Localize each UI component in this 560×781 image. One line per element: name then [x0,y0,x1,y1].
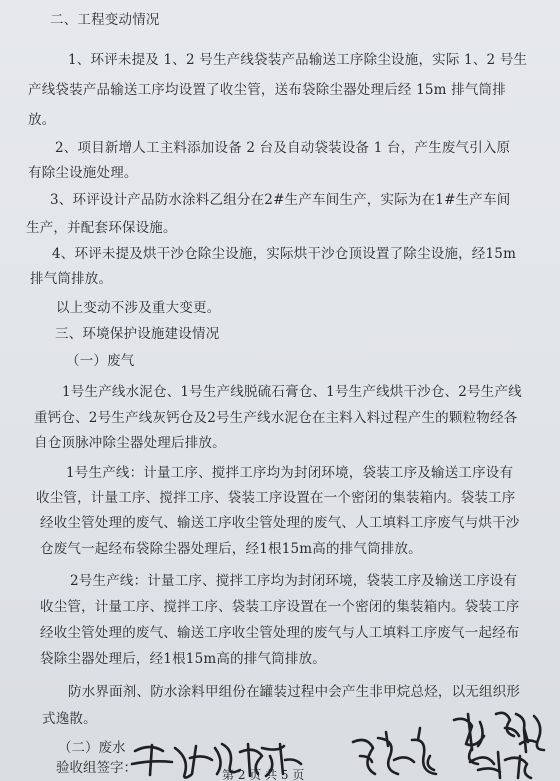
subsection-heading: （二）废水 [58,740,126,756]
text-line: 1号生产线水泥仓、1号生产线脱硫石膏仓、1号生产线烘干沙仓、2号生产线 [62,384,522,400]
text-line: 式逸散。 [42,711,97,727]
text-line: 经收尘管处理的废气、输送工序收尘管处理的废气、人工填料工序废气与烘干沙 [40,515,520,531]
section-heading: 三、环境保护设施建设情况 [55,326,220,342]
text-line: 收尘管，计量工序、搅拌工序、袋装工序设置在一个密闭的集装箱内。袋装工序 [40,599,520,615]
text-line: 4、环评未提及烘干沙仓除尘设施，实际烘干沙仓顶设置了除尘设施，经15m [52,246,517,262]
text-line: 1号生产线：计量工序、搅拌工序均为封闭环境，袋装工序及输送工序设有 [66,465,514,481]
page-number: 第 2 页 共 5 页 [222,768,305,781]
text-line: 重钙仓、2号生产线灰钙仓及2号生产线水泥仓在主料入料过程产生的颗粒物经各 [34,410,518,426]
text-line: 自仓顶脉冲除尘器处理后排放。 [34,435,226,451]
text-line: 产线袋装产品输送工序均设置了收尘管，送布袋除尘器处理后经 15m 排气筒排 [28,82,506,98]
text-line: 排气筒排放。 [30,271,113,287]
text-line: 袋除尘器处理后，经1根15m高的排气筒排放。 [40,651,326,667]
text-line: 仓废气一起经布袋除尘器处理后，经1根15m高的排气筒排放。 [40,541,422,557]
text-line: 1、环评未提及 1、2 号生产线袋装产品输送工序除尘设施，实际 1、2 号生 [68,52,528,68]
text-line: 3、环评设计产品防水涂料乙组分在2#生产车间生产，实际为在1#生产车间 [50,192,511,208]
section-heading: 二、工程变动情况 [50,12,160,28]
text-line: 以上变动不涉及重大变更。 [56,300,221,316]
text-line: 收尘管，计量工序、搅拌工序、袋装工序设置在一个密闭的集装箱内。袋装工序 [36,490,516,506]
text-line: 防水界面剂、防水涂料甲组份在罐装过程中会产生非甲烷总烃，以无组织形 [68,684,521,700]
subsection-heading: （一）废气 [66,353,135,369]
text-line: 放。 [28,112,56,128]
text-line: 2号生产线：计量工序、搅拌工序均为封闭环境，袋装工序及输送工序设有 [70,573,518,589]
text-line: 生产，并配套环保设施。 [26,220,177,236]
text-line: 2、项目新增人工主料添加设备 2 台及自动袋装设备 1 台，产生废气引入原 [55,140,511,156]
signature-label: 验收组签字： [56,760,137,776]
text-line: 经收尘管处理的废气、输送工序收尘管处理的废气与人工填料工序废气一起经布 [40,625,520,641]
text-line: 有除尘设施处理。 [28,165,138,181]
